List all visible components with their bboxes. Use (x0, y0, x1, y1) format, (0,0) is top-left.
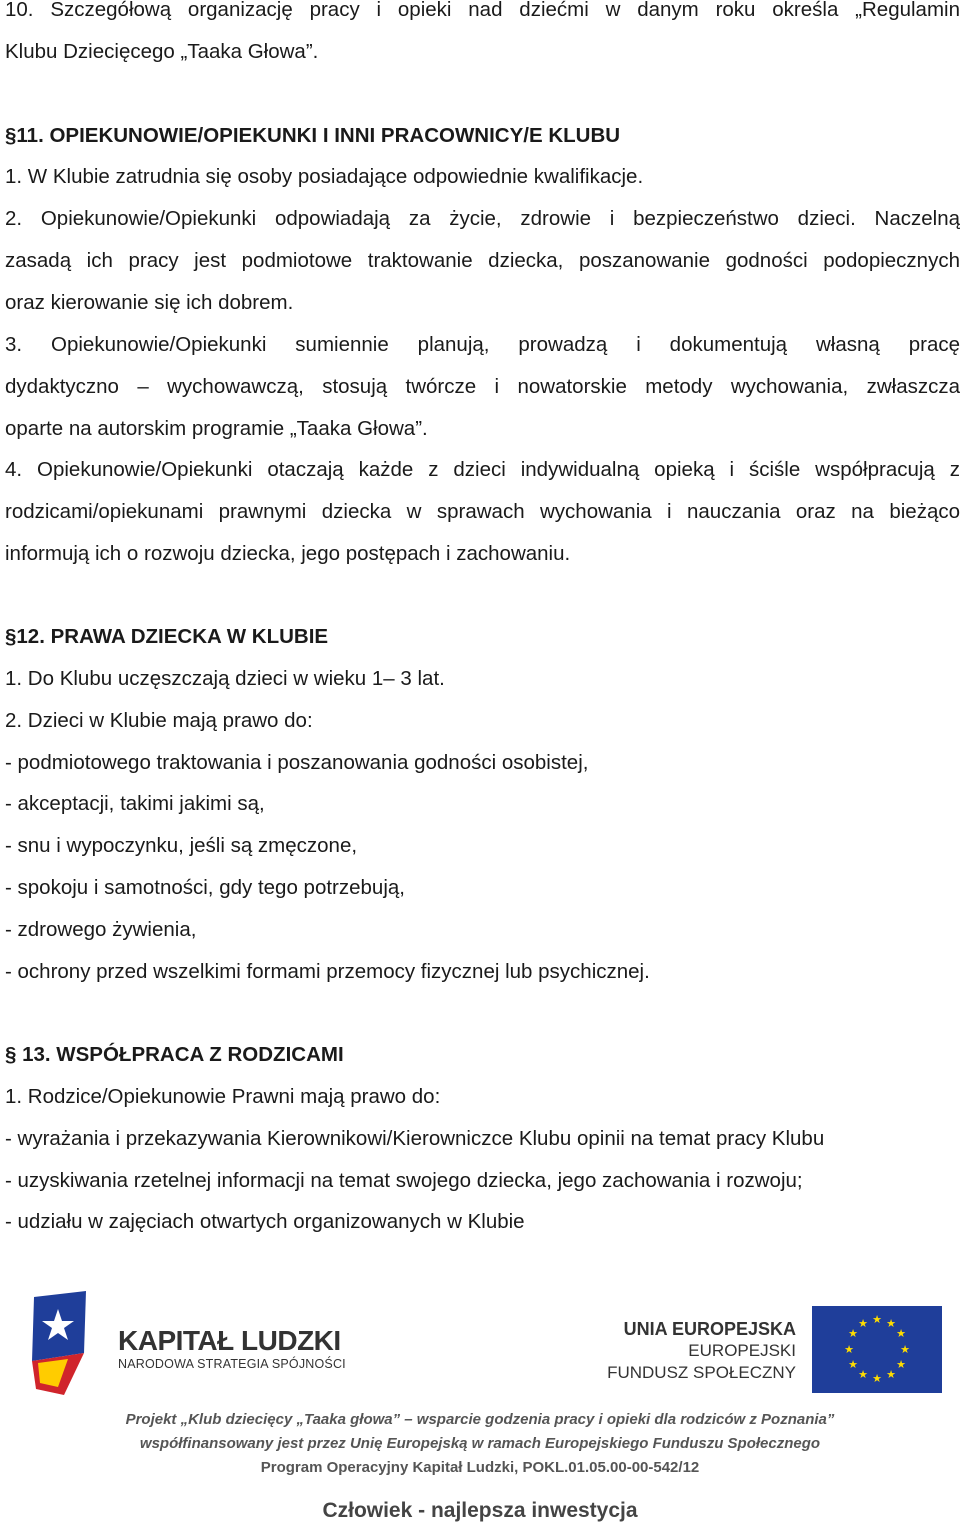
text-line: oparte na autorskim programie „Taaka Głowa”. (5, 417, 428, 440)
svg-text:★: ★ (886, 1317, 896, 1330)
eu-label-line1: UNIA EUROPEJSKA (623, 1319, 796, 1339)
text-line: 4. Opiekunowie/Opiekunki otaczają każde z dzieci indywidualną opieką i ściśle współpracują z (5, 458, 960, 481)
list-item: - uzyskiwania rzetelnej informacji na temat swojego dziecka, jego zachowania i rozwoju; (5, 1169, 803, 1192)
eu-label-line2: EUROPEJSKI (688, 1341, 796, 1360)
text-line: 2. Dzieci w Klubie mają prawo do: (5, 709, 313, 732)
project-line-1: Projekt „Klub dziecięcy „Taaka głowa” – wsparcie godzenia pracy i opieki dla rodziców z Poznania” (125, 1411, 835, 1428)
svg-text:★: ★ (896, 1327, 906, 1340)
svg-text:★: ★ (896, 1358, 906, 1371)
svg-text:★: ★ (848, 1358, 858, 1371)
footer-logos (0, 1285, 960, 1526)
list-item: - wyrażania i przekazywania Kierownikowi/Kierowniczce Klubu opinii na temat pracy Klubu (5, 1127, 825, 1150)
eu-flag-icon (812, 1306, 942, 1393)
text-line: zasadą ich pracy jest podmiotowe traktowanie dziecka, poszanowanie godności podopiecznych (5, 249, 960, 272)
svg-text:★: ★ (872, 1313, 882, 1326)
text-line: dydaktyczno – wychowawczą, stosują twórcze i nowatorskie metody wychowania, zwłaszcza (5, 375, 960, 398)
text-line: 1. Do Klubu uczęszczają dzieci w wieku 1– 3 lat. (5, 667, 445, 690)
project-line-2: współfinansowany jest przez Unię Europejską w ramach Europejskiego Funduszu Społecznego (139, 1435, 821, 1452)
svg-text:★: ★ (844, 1343, 854, 1356)
section-heading: § 13. WSPÓŁPRACA Z RODZICAMI (5, 1043, 344, 1066)
text-line: 3. Opiekunowie/Opiekunki sumiennie planują, prowadzą i dokumentują własną pracę (5, 333, 960, 356)
svg-text:★: ★ (858, 1317, 868, 1330)
svg-text:★: ★ (848, 1327, 858, 1340)
section-heading: §11. OPIEKUNOWIE/OPIEKUNKI I INNI PRACOWNICY/E KLUBU (5, 124, 621, 147)
section-heading: §12. PRAWA DZIECKA W KLUBIE (5, 625, 329, 648)
kapital-ludzki-title: KAPITAŁ LUDZKI (118, 1325, 341, 1356)
list-item: - spokoju i samotności, gdy tego potrzebują, (5, 876, 405, 899)
text-line: Klubu Dziecięcego „Taaka Głowa”. (5, 40, 319, 63)
svg-text:★: ★ (858, 1368, 868, 1381)
project-line-3: Program Operacyjny Kapitał Ludzki, POKL.01.05.00-00-542/12 (260, 1459, 700, 1476)
list-item: - podmiotowego traktowania i poszanowania godności osobistej, (5, 751, 589, 774)
text-line: rodzicami/opiekunami prawnymi dziecka w sprawach wychowania i nauczania oraz na bieżąco (5, 500, 960, 523)
text-line: oraz kierowanie się ich dobrem. (5, 291, 294, 314)
svg-text:★: ★ (886, 1368, 896, 1381)
svg-text:★: ★ (900, 1343, 910, 1356)
kapital-ludzki-subtitle: NARODOWA STRATEGIA SPÓJNOŚCI (118, 1357, 346, 1371)
eu-label-line3: FUNDUSZ SPOŁECZNY (607, 1363, 796, 1382)
text-line: informują ich o rozwoju dziecka, jego postępach i zachowaniu. (5, 542, 571, 565)
slogan: Człowiek - najlepsza inwestycja (322, 1499, 638, 1522)
text-line: 1. Rodzice/Opiekunowie Prawni mają prawo do: (5, 1085, 441, 1108)
list-item: - udziału w zajęciach otwartych organizowanych w Klubie (5, 1210, 525, 1233)
text-line: 1. W Klubie zatrudnia się osoby posiadające odpowiednie kwalifikacje. (5, 165, 644, 188)
kapital-ludzki-logo-icon (28, 1291, 92, 1395)
list-item: - zdrowego żywienia, (5, 918, 197, 941)
list-item: - snu i wypoczynku, jeśli są zmęczone, (5, 834, 358, 857)
svg-text:★: ★ (872, 1372, 882, 1385)
list-item: - ochrony przed wszelkimi formami przemocy fizycznej lub psychicznej. (5, 960, 650, 983)
text-line: 10. Szczegółową organizację pracy i opieki nad dziećmi w danym roku określa „Regulamin (5, 0, 960, 21)
text-line: 2. Opiekunowie/Opiekunki odpowiadają za życie, zdrowie i bezpieczeństwo dzieci. Naczelną (5, 207, 960, 230)
list-item: - akceptacji, takimi jakimi są, (5, 792, 265, 815)
